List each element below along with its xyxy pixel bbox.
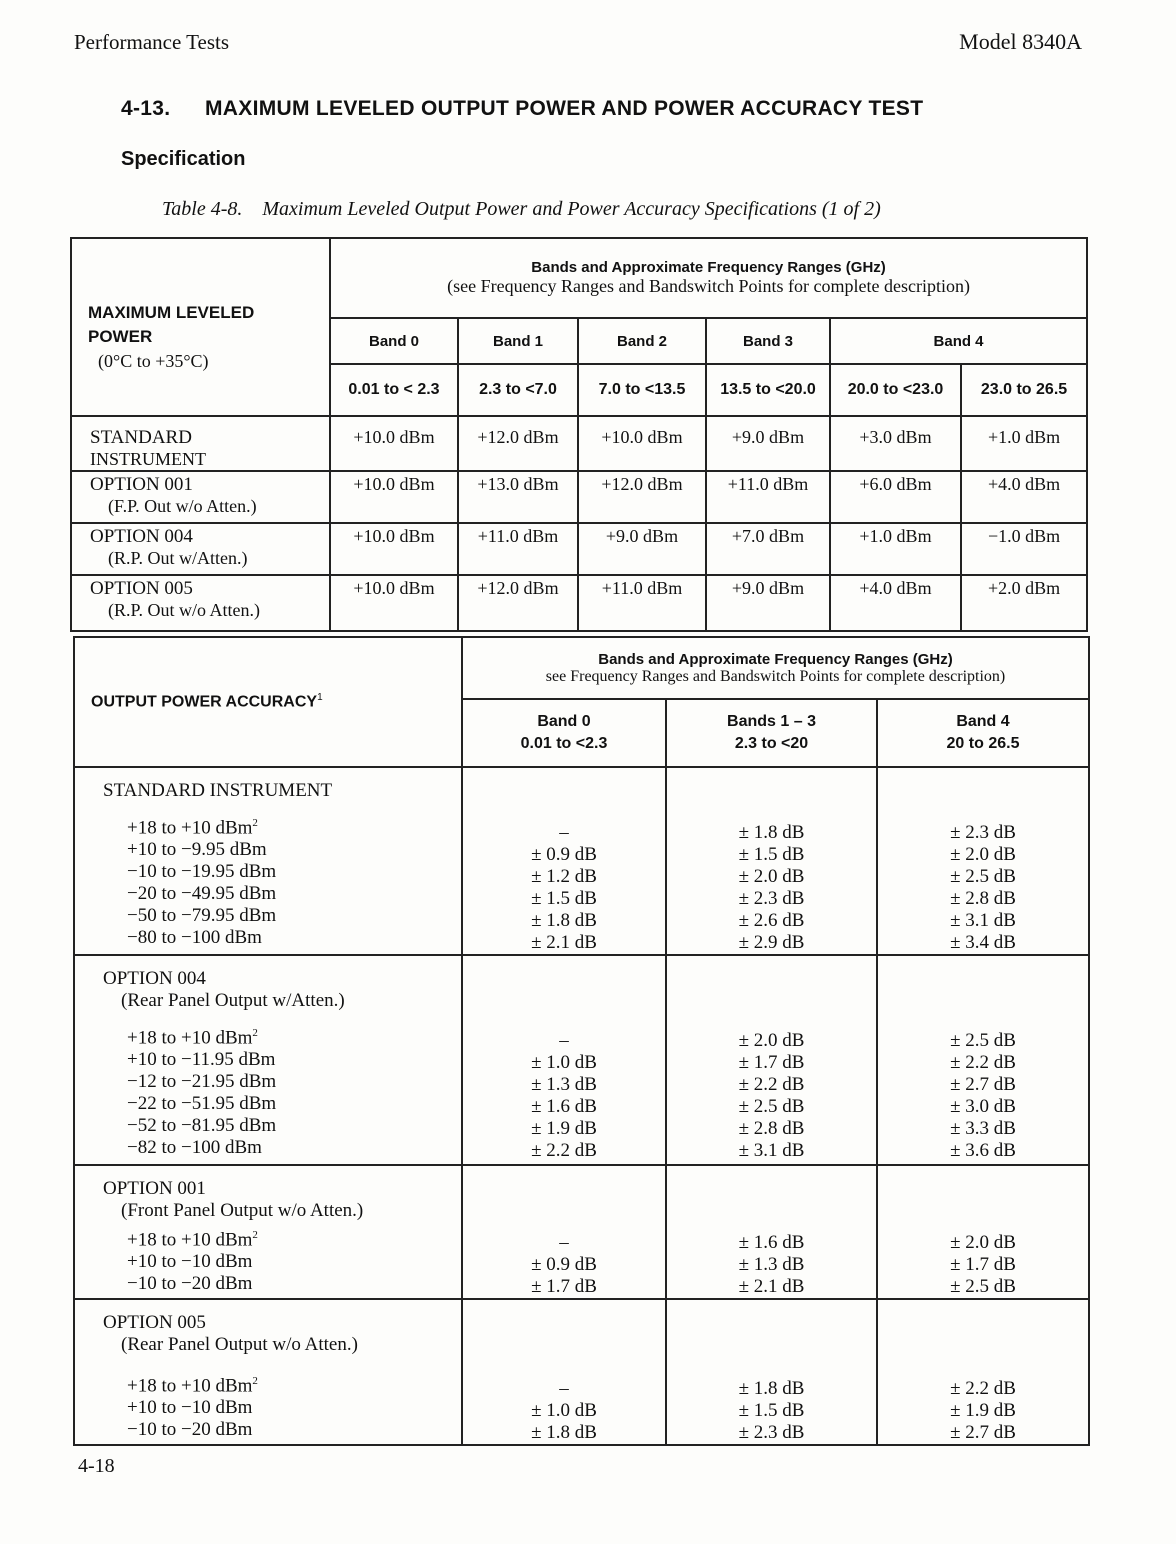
accuracy-value: ± 2.1 dB bbox=[738, 1276, 805, 1297]
power-range bbox=[127, 905, 461, 927]
max-power-title: MAXIMUM LEVELED POWER bbox=[88, 303, 255, 346]
accuracy-group-title: OPTION 001 bbox=[103, 1178, 206, 1199]
power-range bbox=[127, 1251, 461, 1273]
accuracy-value: ± 1.6 dB bbox=[531, 1096, 597, 1117]
accuracy-value: ± 2.2 dB bbox=[950, 1052, 1016, 1073]
table-caption-text: Maximum Leveled Output Power and Power Accuracy Specifications (1 of 2) bbox=[262, 198, 881, 220]
max-power-value: −1.0 dBm bbox=[961, 523, 1087, 575]
max-power-row bbox=[71, 416, 1087, 471]
max-power-value: +4.0 dBm bbox=[961, 471, 1087, 523]
power-range bbox=[127, 1022, 461, 1049]
accuracy-group bbox=[74, 767, 1089, 955]
accuracy-value: ± 2.3 dB bbox=[738, 888, 805, 909]
max-power-row-label bbox=[71, 575, 330, 631]
range-label: 2.3 to <7.0 bbox=[479, 381, 557, 398]
range-cell bbox=[578, 364, 706, 416]
power-range-footnote: 2 bbox=[252, 1375, 258, 1387]
accuracy-title: OUTPUT POWER ACCURACY bbox=[91, 693, 318, 711]
accuracy-value: ± 1.7 dB bbox=[531, 1276, 597, 1297]
power-range-text: +18 to +10 dBm bbox=[127, 1375, 253, 1397]
accuracy-value: ± 2.0 dB bbox=[950, 844, 1016, 865]
band-header: Band 2 bbox=[616, 332, 667, 350]
power-range-text: −12 to −21.95 dBm bbox=[127, 1071, 277, 1093]
accuracy-value-cell bbox=[877, 1165, 1089, 1299]
power-range bbox=[127, 1071, 461, 1093]
power-range-text: −10 to −19.95 dBm bbox=[127, 861, 277, 883]
power-range-text: −52 to −81.95 dBm bbox=[127, 1115, 277, 1137]
max-power-value: +9.0 dBm bbox=[706, 575, 830, 631]
accuracy-value: ± 3.0 dB bbox=[950, 1096, 1016, 1117]
accuracy-band-column bbox=[462, 699, 666, 767]
accuracy-value-cell bbox=[666, 1299, 877, 1445]
accuracy-value: ± 1.6 dB bbox=[738, 1232, 805, 1253]
accuracy-value-cell bbox=[462, 767, 666, 955]
max-power-row-label bbox=[71, 471, 330, 523]
power-range bbox=[127, 1224, 461, 1251]
power-range bbox=[127, 861, 461, 883]
max-power-value: +10.0 dBm bbox=[330, 523, 458, 575]
accuracy-band-column bbox=[877, 699, 1089, 767]
power-range bbox=[127, 812, 461, 839]
range-label: 20.0 to <23.0 bbox=[847, 381, 944, 398]
accuracy-group-title: STANDARD INSTRUMENT bbox=[103, 780, 333, 801]
accuracy-group-subtitle: (Front Panel Output w/o Atten.) bbox=[121, 1200, 364, 1221]
power-range-footnote: 2 bbox=[252, 817, 258, 829]
accuracy-value-cell bbox=[877, 1299, 1089, 1445]
row-name: STANDARD bbox=[90, 427, 192, 448]
accuracy-band-range: 0.01 to <2.3 bbox=[520, 735, 608, 752]
row-subname: (R.P. Out w/Atten.) bbox=[108, 548, 248, 568]
accuracy-bands-subheading: see Frequency Ranges and Bandswitch Points for complete description) bbox=[545, 667, 1006, 685]
power-range-text: −20 to −49.95 dBm bbox=[127, 883, 277, 905]
accuracy-value: ± 1.5 dB bbox=[738, 844, 805, 865]
accuracy-value: ± 2.2 dB bbox=[950, 1378, 1016, 1399]
max-power-table bbox=[70, 237, 1088, 632]
max-power-value: +12.0 dBm bbox=[458, 416, 578, 471]
accuracy-value: ± 1.2 dB bbox=[531, 866, 597, 887]
power-range bbox=[127, 1397, 461, 1419]
accuracy-band-column bbox=[666, 699, 877, 767]
accuracy-value-cell bbox=[666, 1165, 877, 1299]
max-power-value: +13.0 dBm bbox=[458, 471, 578, 523]
power-range-footnote: 2 bbox=[252, 1229, 258, 1241]
accuracy-band-name: Bands 1 – 3 bbox=[727, 713, 816, 730]
max-power-value: +11.0 dBm bbox=[578, 575, 706, 631]
max-power-value: +10.0 dBm bbox=[330, 575, 458, 631]
power-range bbox=[127, 1370, 461, 1397]
accuracy-value: ± 1.5 dB bbox=[738, 1400, 805, 1421]
band-header: Band 1 bbox=[492, 332, 543, 350]
max-power-value: +7.0 dBm bbox=[706, 523, 830, 575]
max-power-bands-heading-cell bbox=[330, 238, 1087, 318]
range-label: 23.0 to 26.5 bbox=[980, 381, 1068, 398]
accuracy-value: ± 1.8 dB bbox=[738, 822, 805, 843]
row-subname: (F.P. Out w/o Atten.) bbox=[108, 496, 257, 516]
max-power-value: +1.0 dBm bbox=[961, 416, 1087, 471]
max-power-value: +6.0 dBm bbox=[830, 471, 961, 523]
accuracy-band-name: Band 0 bbox=[537, 713, 591, 730]
accuracy-value: ± 2.5 dB bbox=[950, 1276, 1016, 1297]
range-cell bbox=[961, 364, 1087, 416]
accuracy-value: ± 2.8 dB bbox=[950, 888, 1016, 909]
power-range-text: −10 to −20 dBm bbox=[127, 1419, 253, 1441]
accuracy-title-footnote: 1 bbox=[317, 692, 323, 704]
max-power-value: +10.0 dBm bbox=[330, 416, 458, 471]
band-header: Band 4 bbox=[933, 332, 984, 350]
table-caption bbox=[162, 198, 881, 221]
accuracy-value: ± 1.8 dB bbox=[531, 1422, 597, 1443]
accuracy-value: ± 0.9 dB bbox=[531, 1254, 597, 1275]
accuracy-group-label-cell bbox=[74, 1165, 462, 1299]
accuracy-value-cell bbox=[462, 955, 666, 1165]
power-range-text: −22 to −51.95 dBm bbox=[127, 1093, 277, 1115]
accuracy-value-cell bbox=[877, 767, 1089, 955]
running-header-right: Model 8340A bbox=[959, 29, 1082, 54]
accuracy-value: – bbox=[559, 1378, 569, 1399]
accuracy-value: ± 2.0 dB bbox=[738, 1030, 805, 1051]
max-power-value: +9.0 dBm bbox=[706, 416, 830, 471]
accuracy-value: ± 1.3 dB bbox=[738, 1254, 805, 1275]
accuracy-group-subtitle: (Rear Panel Output w/Atten.) bbox=[121, 990, 345, 1011]
max-power-value: +2.0 dBm bbox=[961, 575, 1087, 631]
accuracy-value: ± 2.5 dB bbox=[738, 1096, 805, 1117]
band-header-cell bbox=[578, 318, 706, 364]
accuracy-value-cell bbox=[462, 1299, 666, 1445]
power-range-text: +10 to −10 dBm bbox=[127, 1397, 253, 1419]
accuracy-value: – bbox=[559, 1030, 569, 1051]
accuracy-group-subtitle: (Rear Panel Output w/o Atten.) bbox=[121, 1334, 358, 1355]
accuracy-value: ± 3.6 dB bbox=[950, 1140, 1016, 1161]
row-name: OPTION 004 bbox=[90, 526, 193, 547]
accuracy-value: ± 2.7 dB bbox=[950, 1422, 1016, 1443]
max-power-value: +1.0 dBm bbox=[830, 523, 961, 575]
accuracy-band-name: Band 4 bbox=[956, 713, 1010, 730]
accuracy-value: ± 2.9 dB bbox=[738, 932, 805, 953]
accuracy-group-label-cell bbox=[74, 1299, 462, 1445]
power-range bbox=[127, 883, 461, 905]
accuracy-value: ± 1.0 dB bbox=[531, 1052, 597, 1073]
power-range-text: +10 to −9.95 dBm bbox=[127, 839, 267, 861]
power-range-footnote: 2 bbox=[252, 1027, 258, 1039]
accuracy-value: ± 2.7 dB bbox=[950, 1074, 1016, 1095]
accuracy-value: ± 3.1 dB bbox=[738, 1140, 805, 1161]
accuracy-group-label-cell bbox=[74, 955, 462, 1165]
power-range-text: −10 to −20 dBm bbox=[127, 1273, 253, 1295]
power-range-text: −82 to −100 dBm bbox=[127, 1137, 262, 1159]
accuracy-group bbox=[74, 1299, 1089, 1445]
page-number: 4-18 bbox=[78, 1455, 115, 1477]
accuracy-value: ± 1.5 dB bbox=[531, 888, 597, 909]
power-range bbox=[127, 927, 461, 949]
specification-heading: Specification bbox=[121, 148, 246, 170]
accuracy-table bbox=[73, 636, 1090, 1446]
accuracy-value: ± 1.7 dB bbox=[738, 1052, 805, 1073]
max-power-value: +12.0 dBm bbox=[578, 471, 706, 523]
max-power-value: +4.0 dBm bbox=[830, 575, 961, 631]
band-header-cell bbox=[458, 318, 578, 364]
max-power-temp: (0°C to +35°C) bbox=[98, 351, 209, 371]
max-power-value: +10.0 dBm bbox=[330, 471, 458, 523]
max-power-row bbox=[71, 575, 1087, 631]
range-cell bbox=[830, 364, 961, 416]
accuracy-value: ± 2.2 dB bbox=[738, 1074, 805, 1095]
accuracy-bands-heading: Bands and Approximate Frequency Ranges (GHz) bbox=[598, 650, 953, 668]
accuracy-value-cell bbox=[462, 1165, 666, 1299]
accuracy-value: ± 2.1 dB bbox=[531, 932, 597, 953]
row-subname: INSTRUMENT bbox=[90, 449, 206, 469]
power-range-text: +18 to +10 dBm bbox=[127, 1229, 253, 1251]
accuracy-value-cell bbox=[877, 955, 1089, 1165]
max-power-bands-subheading: (see Frequency Ranges and Bandswitch Points for complete description) bbox=[447, 276, 970, 296]
max-power-row bbox=[71, 523, 1087, 575]
accuracy-value: ± 2.5 dB bbox=[950, 1030, 1016, 1051]
section-title bbox=[121, 97, 923, 121]
accuracy-value: ± 2.5 dB bbox=[950, 866, 1016, 887]
range-cell bbox=[330, 364, 458, 416]
accuracy-value: ± 2.0 dB bbox=[738, 866, 805, 887]
accuracy-value: ± 1.0 dB bbox=[531, 1400, 597, 1421]
accuracy-header-cell bbox=[74, 637, 462, 767]
accuracy-value: ± 1.9 dB bbox=[531, 1118, 597, 1139]
max-power-value: +10.0 dBm bbox=[578, 416, 706, 471]
accuracy-value: ± 2.8 dB bbox=[738, 1118, 805, 1139]
power-range bbox=[127, 1137, 461, 1159]
power-range bbox=[127, 1115, 461, 1137]
max-power-row bbox=[71, 471, 1087, 523]
max-power-value: +11.0 dBm bbox=[706, 471, 830, 523]
power-range-text: −80 to −100 dBm bbox=[127, 927, 262, 949]
band-header-cell bbox=[830, 318, 1087, 364]
max-power-header-cell bbox=[71, 238, 330, 416]
accuracy-value: ± 2.3 dB bbox=[738, 1422, 805, 1443]
max-power-value: +11.0 dBm bbox=[458, 523, 578, 575]
accuracy-value: ± 1.8 dB bbox=[738, 1378, 805, 1399]
accuracy-value: ± 3.3 dB bbox=[950, 1118, 1016, 1139]
max-power-value: +9.0 dBm bbox=[578, 523, 706, 575]
power-range bbox=[127, 1273, 461, 1295]
section-title-text: MAXIMUM LEVELED OUTPUT POWER AND POWER ACCURACY TEST bbox=[205, 97, 924, 120]
max-power-row-label bbox=[71, 523, 330, 575]
accuracy-bands-heading-cell bbox=[462, 637, 1089, 699]
accuracy-value-cell bbox=[666, 767, 877, 955]
power-range bbox=[127, 1093, 461, 1115]
accuracy-value: ± 1.7 dB bbox=[950, 1254, 1016, 1275]
power-range-text: +10 to −11.95 dBm bbox=[127, 1049, 276, 1071]
band-header-cell bbox=[330, 318, 458, 364]
power-range-text: −50 to −79.95 dBm bbox=[127, 905, 277, 927]
row-name: OPTION 005 bbox=[90, 578, 193, 599]
power-range bbox=[127, 1419, 461, 1441]
accuracy-group-label-cell bbox=[74, 767, 462, 955]
range-cell bbox=[706, 364, 830, 416]
band-header-cell bbox=[706, 318, 830, 364]
power-range bbox=[127, 1049, 461, 1071]
accuracy-value: – bbox=[559, 822, 569, 843]
accuracy-band-range: 20 to 26.5 bbox=[946, 735, 1020, 752]
row-subname: (R.P. Out w/o Atten.) bbox=[108, 600, 261, 620]
accuracy-band-range: 2.3 to <20 bbox=[734, 735, 809, 752]
max-power-value: +3.0 dBm bbox=[830, 416, 961, 471]
row-name: OPTION 001 bbox=[90, 474, 193, 495]
accuracy-value: ± 2.6 dB bbox=[738, 910, 805, 931]
accuracy-group-title: OPTION 005 bbox=[103, 1312, 206, 1333]
power-range bbox=[127, 839, 461, 861]
range-label: 7.0 to <13.5 bbox=[598, 381, 686, 398]
power-range-text: +18 to +10 dBm bbox=[127, 1027, 253, 1049]
accuracy-value: ± 2.2 dB bbox=[531, 1140, 597, 1161]
accuracy-value: ± 2.3 dB bbox=[950, 822, 1016, 843]
running-header-left: Performance Tests bbox=[74, 30, 230, 54]
section-number: 4-13. bbox=[121, 97, 171, 120]
accuracy-value: – bbox=[559, 1232, 569, 1253]
accuracy-group bbox=[74, 955, 1089, 1165]
accuracy-group bbox=[74, 1165, 1089, 1299]
max-power-value: +12.0 dBm bbox=[458, 575, 578, 631]
accuracy-value-cell bbox=[666, 955, 877, 1165]
range-label: 0.01 to < 2.3 bbox=[348, 381, 440, 398]
accuracy-value: ± 1.8 dB bbox=[531, 910, 597, 931]
accuracy-value: ± 3.4 dB bbox=[950, 932, 1016, 953]
accuracy-value: ± 2.0 dB bbox=[950, 1232, 1016, 1253]
accuracy-value: ± 1.3 dB bbox=[531, 1074, 597, 1095]
max-power-row-label bbox=[71, 416, 330, 471]
range-label: 13.5 to <20.0 bbox=[720, 381, 816, 398]
accuracy-value: ± 0.9 dB bbox=[531, 844, 597, 865]
accuracy-value: ± 3.1 dB bbox=[950, 910, 1016, 931]
power-range-text: +10 to −10 dBm bbox=[127, 1251, 253, 1273]
table-caption-label: Table 4-8. bbox=[162, 198, 243, 220]
accuracy-value: ± 1.9 dB bbox=[950, 1400, 1016, 1421]
max-power-bands-heading: Bands and Approximate Frequency Ranges (GHz) bbox=[531, 259, 886, 276]
band-header: Band 0 bbox=[368, 332, 419, 350]
power-range-text: +18 to +10 dBm bbox=[127, 817, 253, 839]
range-cell bbox=[458, 364, 578, 416]
band-header: Band 3 bbox=[742, 332, 793, 350]
accuracy-group-title: OPTION 004 bbox=[103, 968, 206, 989]
